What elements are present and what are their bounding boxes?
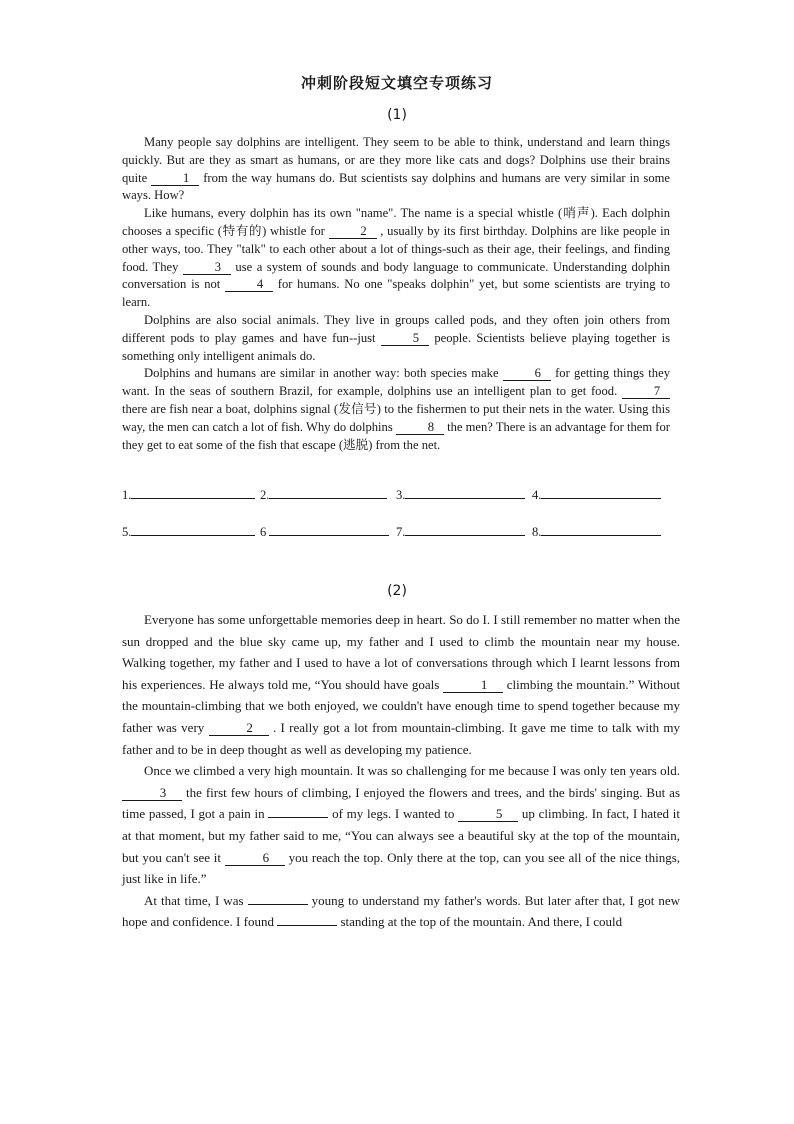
passage-text: Everyone has some unforgettable memories deep in heart. So do I. I still remember no matter when the sun dropped and the blue sky came up, my father and I used to climb the mountain near my house. Walking together, my father and I used to have a lot of conversations through which I learnt lessons from his experiences. He always told me, “You should have goals xyxy=(122,612,680,692)
passage-text: climbing the mountain.” Without the mountain-climbing that we both enjoyed, we couldn't have enough time to spend together because my father was very xyxy=(122,676,681,735)
passage-text: use a system of sounds and body language to communicate. Understanding dolphin conversation is not xyxy=(122,259,671,292)
passage-text: At that time, I was xyxy=(144,892,244,908)
answer-field-1[interactable]: 1. xyxy=(122,486,260,503)
answer-row-1 xyxy=(122,486,682,503)
passage-2 xyxy=(122,609,680,933)
passage-text: Many people say dolphins are intelligent. They seem to be able to think, understand and learn things quickly. But are they as smart as humans, or are they more like cats and dogs? Dolphins use their brains quite xyxy=(122,135,670,185)
passage-text: of my legs. I wanted to xyxy=(332,806,455,822)
passage-1 xyxy=(122,134,670,454)
answer-field-5[interactable]: 5. xyxy=(122,523,260,540)
fill-in-blank[interactable]: 2 xyxy=(329,224,377,239)
section-2-number: (2) xyxy=(387,583,407,599)
section-1-number: (1) xyxy=(387,107,407,123)
fill-in-blank[interactable]: 3 xyxy=(122,786,182,801)
paragraph xyxy=(122,205,670,312)
answer-field-3[interactable]: 3. xyxy=(396,486,532,503)
passage-text: up climbing. In fact, I hated it at that moment, but my father said to me, “You can always see a beautiful sky at the top of the mountain, but you can't see it xyxy=(122,806,680,865)
paragraph xyxy=(122,134,670,205)
answer-field-2[interactable]: 2. xyxy=(260,486,396,503)
passage-text: the first few hours of climbing, I enjoyed the flowers and trees, and the birds' singing. But as time passed, I got a pain in xyxy=(122,784,681,822)
fill-in-blank[interactable] xyxy=(248,904,308,905)
passage-text: Once we climbed a very high mountain. It was so challenging for me because I was only ten years old. xyxy=(144,763,680,779)
fill-in-blank[interactable]: 6 xyxy=(225,851,285,866)
answer-field-8[interactable]: 8. xyxy=(532,523,661,540)
passage-text: . I really got a lot from mountain-climbing. It gave me time to talk with my father and to be in deep thought as well as developing my patience. xyxy=(122,719,681,757)
fill-in-blank[interactable] xyxy=(277,925,337,926)
fill-in-blank[interactable]: 5 xyxy=(381,331,429,346)
passage-text: from the way humans do. But scientists say dolphins and humans are very similar in some ways. How? xyxy=(122,170,671,203)
paragraph xyxy=(122,609,680,760)
paragraph xyxy=(122,312,670,365)
paragraph xyxy=(122,365,670,454)
passage-text: for humans. No one "speaks dolphin" yet, but some scientists are trying to learn. xyxy=(122,277,671,310)
passage-text: for getting things they want. In the seas of southern Brazil, for example, dolphins use an intelligent plan to get food. xyxy=(122,366,670,399)
fill-in-blank[interactable]: 8 xyxy=(396,420,444,435)
passage-text: the men? There is an advantage for them for they get to eat some of the fish that escape (逃脱) from the net. xyxy=(122,419,670,452)
passage-text: Dolphins are also social animals. They live in groups called pods, and they often join others from different pods to play games and have fun--just xyxy=(122,312,670,345)
fill-in-blank[interactable]: 3 xyxy=(183,260,231,275)
fill-in-blank[interactable]: 2 xyxy=(209,721,269,736)
fill-in-blank[interactable]: 7 xyxy=(622,384,670,399)
passage-text: , usually by its first birthday. Dolphins are like people in other ways, too. They "talk" to each other about a lot of things-such as their age, their feelings, and finding food. They xyxy=(122,223,670,274)
paragraph xyxy=(122,890,680,933)
fill-in-blank[interactable]: 4 xyxy=(225,277,273,292)
answer-row-2 xyxy=(122,523,682,540)
fill-in-blank[interactable] xyxy=(268,817,328,818)
passage-text: young to understand my father's words. But later after that, I got new hope and confidence. I found xyxy=(122,892,680,930)
page-title: 冲刺阶段短文填空专项练习 xyxy=(300,74,493,92)
fill-in-blank[interactable]: 6 xyxy=(503,366,551,381)
passage-text: Dolphins and humans are similar in another way: both species make xyxy=(144,366,499,381)
passage-text: there are fish near a boat, dolphins signal (发信号) to the fishermen to put their nets in the water. Using this way, the men can catch a lot of fish. Why do dolphins xyxy=(122,401,670,434)
passage-text: people. Scientists believe playing together is something only intelligent animals do. xyxy=(122,330,671,363)
answer-field-7[interactable]: 7. xyxy=(396,523,532,540)
paragraph xyxy=(122,760,680,890)
fill-in-blank[interactable]: 5 xyxy=(458,807,518,822)
passage-text: standing at the top of the mountain. And there, I could xyxy=(340,914,623,930)
answer-field-4[interactable]: 4. xyxy=(532,486,661,503)
fill-in-blank[interactable]: 1 xyxy=(443,678,503,693)
answer-field-6[interactable]: 6 xyxy=(260,523,396,540)
fill-in-blank[interactable]: 1 xyxy=(151,171,199,186)
passage-text: Like humans, every dolphin has its own "name". The name is a special whistle (哨声). Each dolphin chooses a specific (特有的) whistle for xyxy=(122,206,670,238)
passage-text: you reach the top. Only there at the top, can you see all of the nice things, just like in life.” xyxy=(122,849,680,887)
